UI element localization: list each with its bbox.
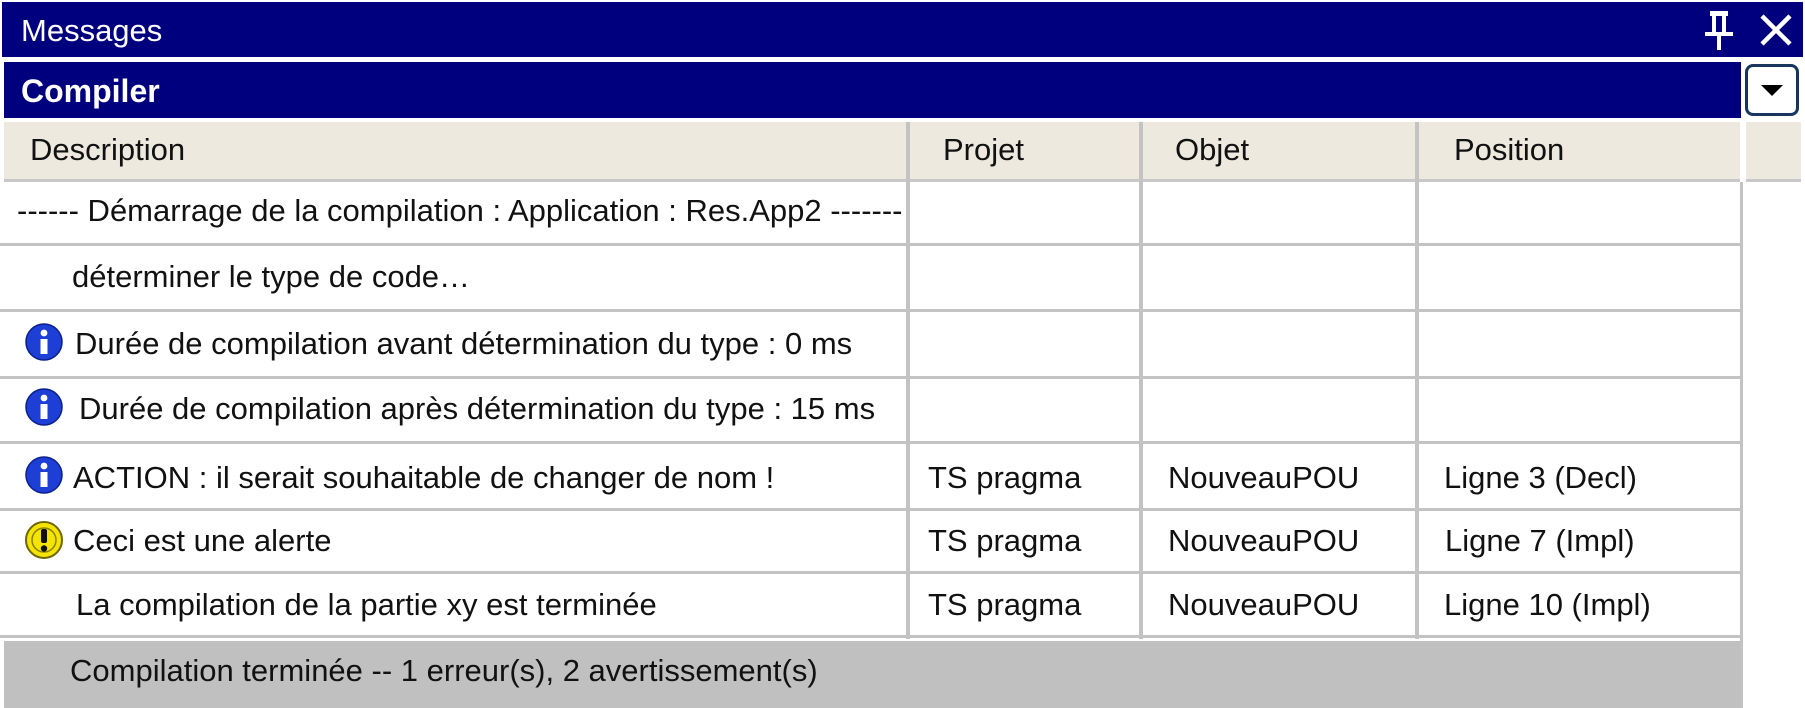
row-description: ------ Démarrage de la compilation : Application : Res.App2 ------- (17, 193, 903, 228)
row-divider (0, 441, 1741, 444)
column-header-project[interactable] (910, 122, 1139, 182)
row-position: Ligne 7 (Impl) (1445, 523, 1635, 558)
row-description: La compilation de la partie xy est terminée (76, 587, 657, 622)
info-icon (24, 455, 64, 495)
status-bar (4, 641, 1741, 708)
column-divider (1139, 122, 1143, 639)
column-header-label: Description (30, 132, 186, 167)
close-icon[interactable] (1754, 8, 1798, 52)
row-divider (0, 508, 1741, 511)
window-title: Messages (21, 13, 163, 48)
row-object: NouveauPOU (1168, 587, 1360, 622)
row-divider (0, 635, 1741, 638)
column-header-position[interactable] (1419, 122, 1740, 182)
column-header-object[interactable] (1143, 122, 1415, 182)
row-divider (0, 243, 1741, 246)
info-icon (24, 322, 64, 362)
row-description: Ceci est une alerte (73, 523, 332, 558)
row-divider (0, 309, 1741, 312)
column-header-description[interactable] (4, 122, 906, 182)
column-divider (906, 122, 910, 639)
message-category-select[interactable] (4, 62, 1741, 118)
category-dropdown-button[interactable] (1745, 64, 1799, 116)
status-text: Compilation terminée -- 1 erreur(s), 2 avertissement(s) (70, 653, 818, 688)
row-description: déterminer le type de code… (72, 259, 471, 294)
messages-title-bar (2, 2, 1803, 57)
row-object: NouveauPOU (1168, 460, 1360, 495)
column-header-label: Objet (1175, 132, 1250, 167)
row-position: Ligne 3 (Decl) (1444, 460, 1637, 495)
column-header-label: Projet (943, 132, 1024, 167)
row-description: Durée de compilation après détermination du type : 15 ms (79, 391, 876, 426)
row-object: NouveauPOU (1168, 523, 1360, 558)
pin-icon[interactable] (1699, 8, 1739, 52)
row-project: TS pragma (928, 523, 1082, 558)
chevron-down-icon (1760, 81, 1784, 99)
column-header-filler (1746, 122, 1801, 182)
column-header-label: Position (1454, 132, 1565, 167)
row-position: Ligne 10 (Impl) (1444, 587, 1651, 622)
grid-right-border (1740, 182, 1743, 708)
category-label: Compiler (21, 73, 160, 109)
row-divider (0, 376, 1741, 379)
column-divider (1415, 122, 1419, 639)
row-description: Durée de compilation avant détermination du type : 0 ms (75, 326, 853, 361)
row-divider (0, 571, 1741, 574)
title-separator (0, 57, 1805, 61)
info-icon (24, 387, 64, 427)
row-description: ACTION : il serait souhaitable de changer de nom ! (73, 460, 775, 495)
row-project: TS pragma (928, 460, 1082, 495)
warning-icon (24, 520, 64, 560)
row-project: TS pragma (928, 587, 1082, 622)
